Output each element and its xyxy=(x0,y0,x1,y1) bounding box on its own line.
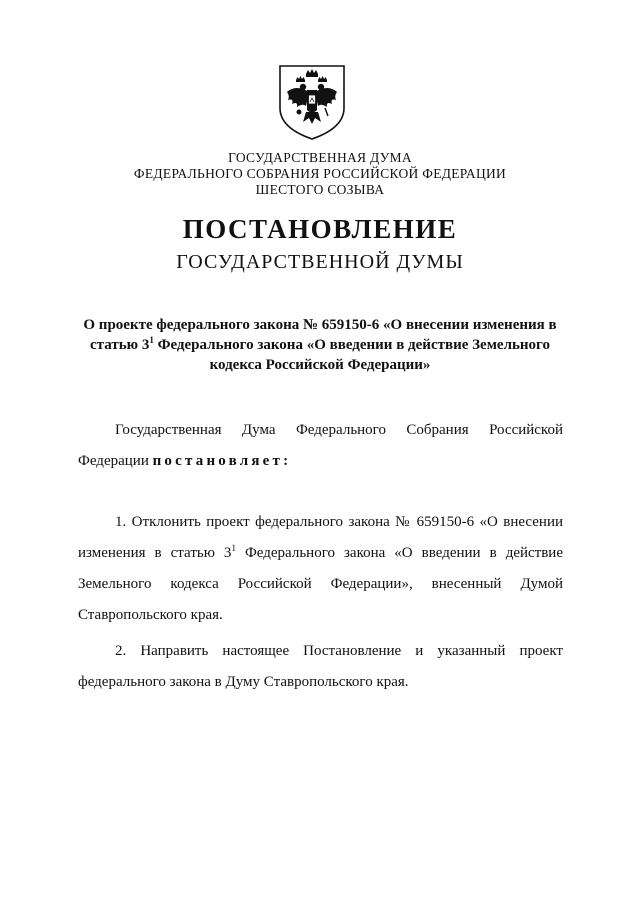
intro-text: Государственная Дума Федерального Собрания Российской Федерации xyxy=(78,422,563,469)
header-convocation: ШЕСТОГО СОЗЫВА xyxy=(255,182,385,197)
subject-superscript: 1 xyxy=(149,335,154,345)
intro-paragraph xyxy=(78,415,563,477)
document-issuer-title: ГОСУДАРСТВЕННОЙ ДУМЫ xyxy=(176,251,464,273)
document-type-title: ПОСТАНОВЛЕНИЕ xyxy=(182,214,458,244)
resolution-item-2: 2. Направить настоящее Постановление и указанный проект федерального закона в Думу Ставропольского края. xyxy=(78,643,563,690)
russian-coat-of-arms-icon xyxy=(276,62,348,142)
subject-text-part1: О проекте федерального закона № 659150-6 «О внесении изменения в статью 3 xyxy=(83,317,557,353)
intro-resolves-word: постановляет: xyxy=(152,453,292,469)
item1-superscript: 1 xyxy=(231,543,236,553)
header-assembly: ФЕДЕРАЛЬНОГО СОБРАНИЯ РОССИЙСКОЙ ФЕДЕРАЦИИ xyxy=(133,166,507,181)
subject-text-part2: Федерального закона «О введении в действие Земельного кодекса Российской Федерации» xyxy=(153,337,550,373)
resolution-item-1 xyxy=(78,507,563,631)
item1-text-part2: Федерального закона «О введении в действие Земельного кодекса Российской Федерации», внесенный Думой Ставропольского края. xyxy=(78,545,563,623)
header-institution: ГОСУДАРСТВЕННАЯ ДУМА xyxy=(228,150,412,165)
item1-text-part1: 1. Отклонить проект федерального закона № 659150-6 «О внесении изменения в статью 3 xyxy=(78,514,563,561)
document-subject xyxy=(80,315,560,375)
